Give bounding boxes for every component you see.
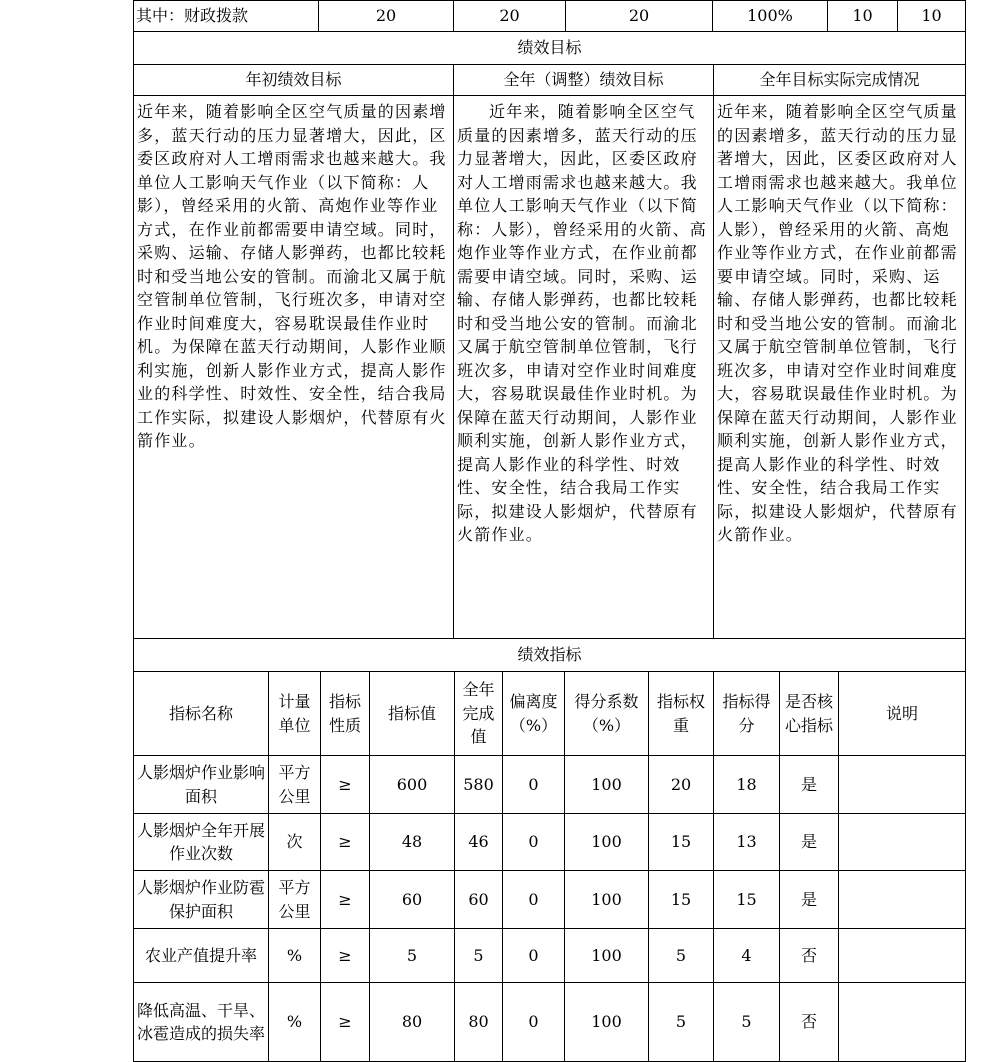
indicator-cell: 人影烟炉全年开展作业次数 [134, 814, 269, 871]
indicator-cell: 4 [714, 929, 780, 983]
indicator-cell: 15 [714, 871, 780, 929]
goals-header: 全年（调整）绩效目标 [454, 65, 714, 96]
indicator-cell: 农业产值提升率 [134, 929, 269, 983]
indicator-cell: 0 [503, 756, 565, 814]
indicator-cell: 60 [370, 871, 455, 929]
funding-value: 10 [898, 1, 966, 32]
actual-completion-text: 近年来，随着影响全区空气质量的因素增多，蓝天行动的压力显著增大，因此，区委区政府对人工增雨需求也越来越大。我单位人工影响天气作业（以下简称：人影），曾经采用的火箭、高炮作业等作业方式，在作业前都需要申请空域。同时，采购、运输、存储人影弹药，也都比较耗时和受当地公安的管制。而渝北又属于航空管制单位管制，飞行班次多，申请对空作业时间难度大，容易耽误最佳作业时机。为保障在蓝天行动期间，人影作业顺利实施，创新人影作业方式，提高人影作业的科学性、时效性、安全性，结合我局工作实际，拟建设人影烟炉，代替原有火箭作业。 [714, 96, 966, 639]
indicator-cell: ≥ [321, 814, 370, 871]
indicator-cell: 0 [503, 929, 565, 983]
indicator-cell: 48 [370, 814, 455, 871]
goals-table [133, 31, 966, 639]
indicator-cell: 平方公里 [269, 871, 321, 929]
indicator-cell: ≥ [321, 756, 370, 814]
indicator-cell: 5 [649, 983, 714, 1062]
funding-row [134, 1, 966, 32]
indicator-header: 指标得分 [714, 672, 780, 756]
indicator-cell: 5 [714, 983, 780, 1062]
indicator-cell [839, 983, 966, 1062]
indicator-cell: 20 [649, 756, 714, 814]
indicator-cell: 60 [455, 871, 503, 929]
indicator-cell: 0 [503, 814, 565, 871]
indicator-cell: 80 [455, 983, 503, 1062]
indicator-header: 得分系数（%） [565, 672, 649, 756]
indicator-cell: 是 [780, 814, 839, 871]
indicator-header: 是否核心指标 [780, 672, 839, 756]
indicator-cell: 600 [370, 756, 455, 814]
indicator-cell: 否 [780, 929, 839, 983]
indicator-cell: 100 [565, 814, 649, 871]
indicator-header: 全年完成值 [455, 672, 503, 756]
indicator-header: 指标性质 [321, 672, 370, 756]
funding-value: 20 [319, 1, 454, 32]
indicator-cell: 5 [370, 929, 455, 983]
indicator-cell: 人影烟炉作业防雹保护面积 [134, 871, 269, 929]
funding-table [133, 0, 966, 32]
indicator-cell [839, 929, 966, 983]
indicator-cell: 0 [503, 871, 565, 929]
goals-header: 全年目标实际完成情况 [714, 65, 966, 96]
indicator-cell: 平方公里 [269, 756, 321, 814]
indicator-cell: 13 [714, 814, 780, 871]
indicators-title: 绩效指标 [134, 639, 966, 672]
goals-title: 绩效目标 [134, 32, 966, 65]
indicator-cell: 580 [455, 756, 503, 814]
indicator-cell: % [269, 983, 321, 1062]
indicator-cell: 100 [565, 871, 649, 929]
indicator-header: 偏离度（%） [503, 672, 565, 756]
indicator-cell: 100 [565, 983, 649, 1062]
indicator-header: 指标名称 [134, 672, 269, 756]
funding-value: 10 [828, 1, 898, 32]
indicator-cell: 降低高温、干旱、冰雹造成的损失率 [134, 983, 269, 1062]
funding-value: 20 [454, 1, 566, 32]
initial-goal-text: 近年来，随着影响全区空气质量的因素增多，蓝天行动的压力显著增大，因此，区委区政府对人工增雨需求也越来越大。我单位人工影响天气作业（以下简称：人影），曾经采用的火箭、高炮作业等作业方式，在作业前都需要申请空域。同时，采购、运输、存储人影弹药，也都比较耗时和受当地公安的管制。而渝北又属于航空管制单位管制，飞行班次多，申请对空作业时间难度大，容易耽误最佳作业时机。为保障在蓝天行动期间，人影作业顺利实施，创新人影作业方式，提高人影作业的科学性、时效性、安全性，结合我局工作实际，拟建设人影烟炉，代替原有火箭作业。 [134, 96, 454, 639]
indicator-cell: ≥ [321, 983, 370, 1062]
indicator-cell [839, 756, 966, 814]
indicator-row [134, 929, 966, 983]
indicator-header: 指标权重 [649, 672, 714, 756]
indicator-cell: 否 [780, 983, 839, 1062]
indicator-cell: 100 [565, 756, 649, 814]
indicator-row [134, 983, 966, 1062]
funding-label: 其中：财政拨款 [134, 1, 319, 32]
goals-header: 年初绩效目标 [134, 65, 454, 96]
indicator-cell: ≥ [321, 929, 370, 983]
indicator-header: 说明 [839, 672, 966, 756]
indicator-cell: 15 [649, 814, 714, 871]
performance-table [133, 0, 965, 1062]
indicator-row [134, 756, 966, 814]
indicator-cell: 5 [649, 929, 714, 983]
indicator-row [134, 814, 966, 871]
indicator-cell: 46 [455, 814, 503, 871]
indicator-row [134, 871, 966, 929]
indicator-cell: 18 [714, 756, 780, 814]
indicator-cell [839, 871, 966, 929]
indicator-header: 计量单位 [269, 672, 321, 756]
indicator-cell: 80 [370, 983, 455, 1062]
indicator-cell: ≥ [321, 871, 370, 929]
indicators-header-row [134, 672, 966, 756]
indicator-cell: 是 [780, 871, 839, 929]
indicator-cell: 人影烟炉作业影响面积 [134, 756, 269, 814]
indicator-cell: 次 [269, 814, 321, 871]
indicator-cell: % [269, 929, 321, 983]
indicators-table [133, 638, 966, 1062]
funding-value: 100% [713, 1, 828, 32]
indicator-cell: 100 [565, 929, 649, 983]
indicator-cell [839, 814, 966, 871]
indicator-header: 指标值 [370, 672, 455, 756]
indicator-cell: 0 [503, 983, 565, 1062]
indicator-cell: 5 [455, 929, 503, 983]
funding-value: 20 [566, 1, 713, 32]
indicator-cell: 是 [780, 756, 839, 814]
adjusted-goal-text: 近年来，随着影响全区空气质量的因素增多，蓝天行动的压力显著增大，因此，区委区政府对人工增雨需求也越来越大。我单位人工影响天气作业（以下简称：人影），曾经采用的火箭、高炮作业等作业方式，在作业前都需要申请空域。同时，采购、运输、存储人影弹药，也都比较耗时和受当地公安的管制。而渝北又属于航空管制单位管制，飞行班次多，申请对空作业时间难度大，容易耽误最佳作业时机。为保障在蓝天行动期间，人影作业顺利实施，创新人影作业方式，提高人影作业的科学性、时效性、安全性，结合我局工作实际，拟建设人影烟炉，代替原有火箭作业。 [454, 96, 714, 639]
indicator-cell: 15 [649, 871, 714, 929]
